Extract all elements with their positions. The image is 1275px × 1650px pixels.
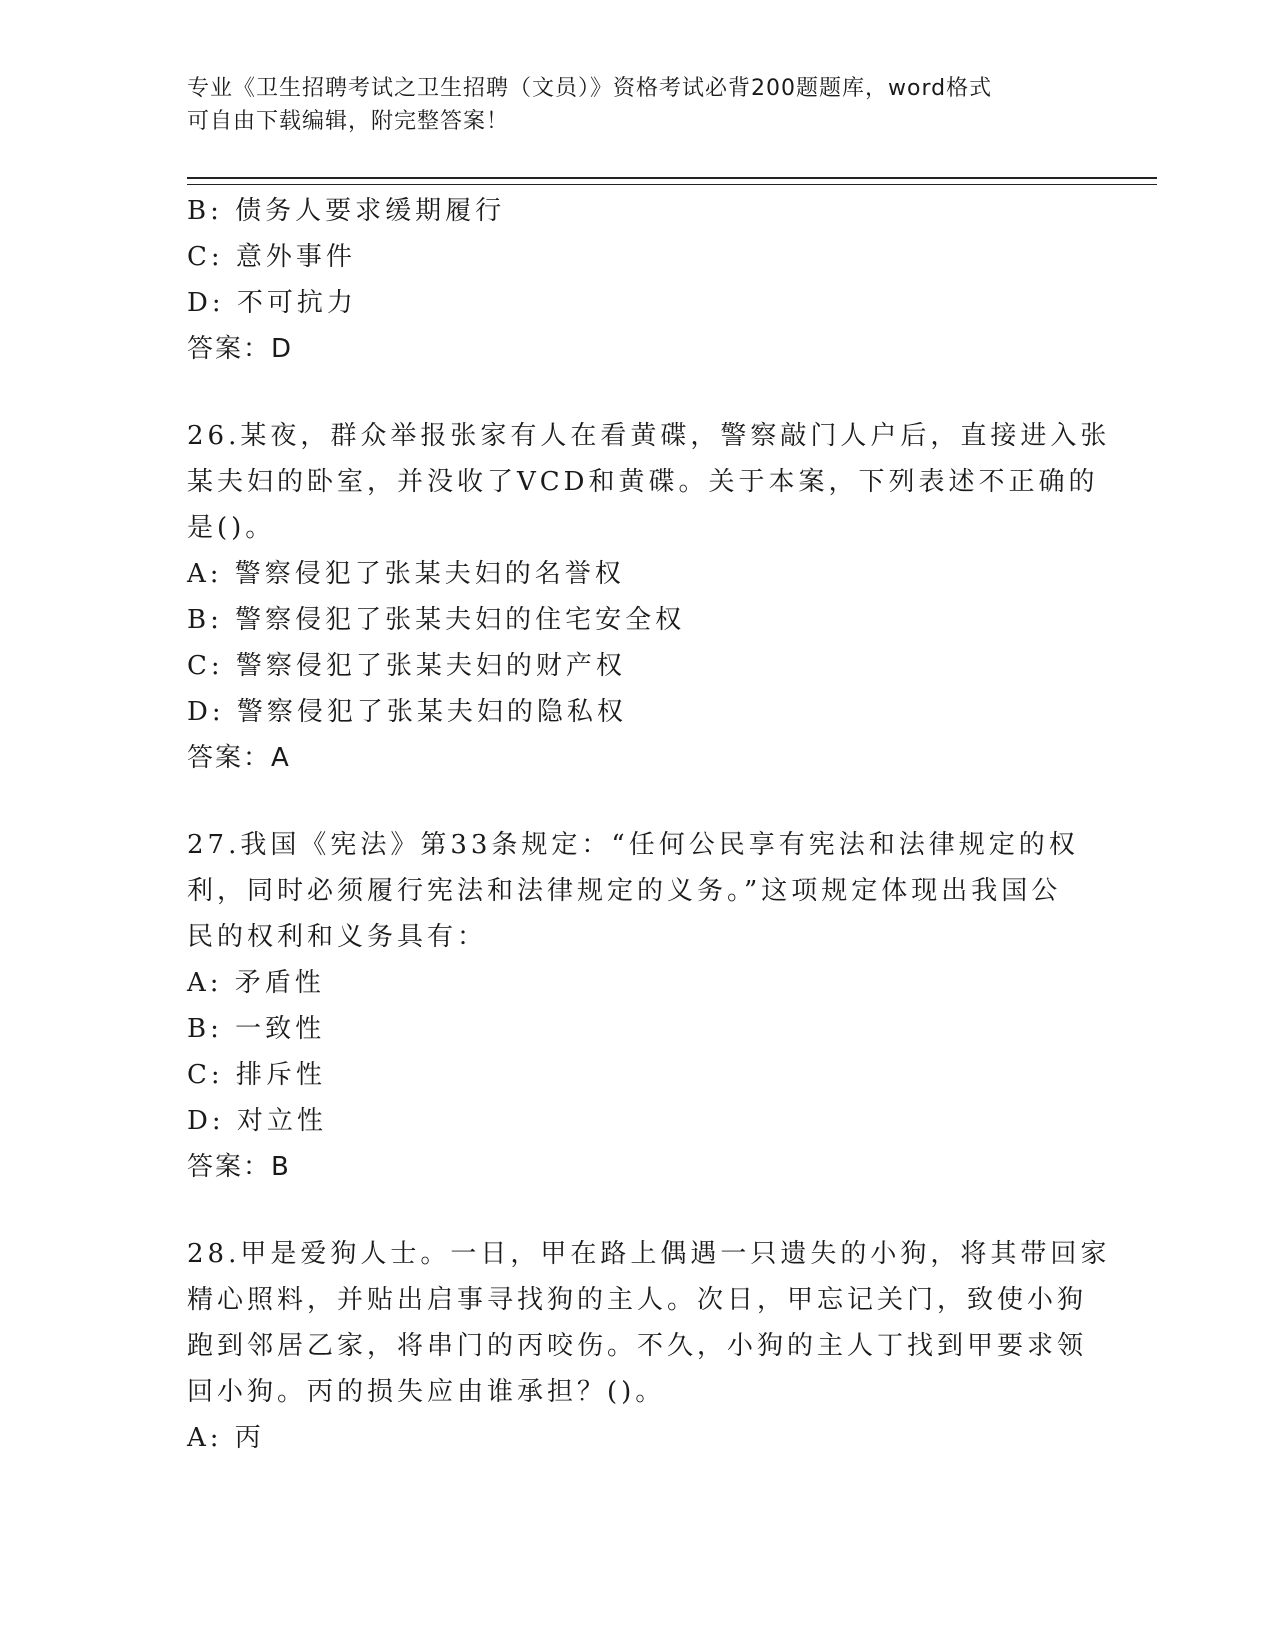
answer-line: 答案：A [187, 743, 291, 773]
option-c: C: 排斥性 [187, 1060, 326, 1090]
question-stem-line: 回小狗。丙的损失应由谁承担？()。 [187, 1377, 666, 1407]
answer-line: 答案：B [187, 1152, 291, 1182]
option-a: A: 警察侵犯了张某夫妇的名誉权 [187, 559, 625, 589]
question-28 [187, 1231, 1111, 1461]
option-a: A: 丙 [187, 1423, 265, 1453]
question-stem-line: 民的权利和义务具有： [187, 922, 488, 952]
question-stem-line: 26.某夜，群众举报张家有人在看黄碟，警察敲门人户后，直接进入张 [187, 421, 1111, 451]
question-25 [187, 188, 1087, 372]
question-stem-line: 27.我国《宪法》第33条规定：“任何公民享有宪法和法律规定的权 [187, 830, 1079, 860]
option-b: B: 警察侵犯了张某夫妇的住宅安全权 [187, 605, 686, 635]
header-title-line-1: 专业《卫生招聘考试之卫生招聘（文员）》资格考试必背200题题库，word格式 [187, 76, 993, 101]
question-stem-line: 精心照料，并贴出启事寻找狗的主人。次日，甲忘记关门，致使小狗 [187, 1285, 1088, 1315]
option-c: C: 意外事件 [187, 242, 356, 272]
option-c: C: 警察侵犯了张某夫妇的财产权 [187, 651, 626, 681]
option-b: B: 一致性 [187, 1014, 326, 1044]
question-stem-line: 28.甲是爱狗人士。一日，甲在路上偶遇一只遗失的小狗，将其带回家 [187, 1239, 1111, 1269]
option-a: A: 矛盾性 [187, 968, 325, 998]
option-d: D: 警察侵犯了张某夫妇的隐私权 [187, 697, 627, 727]
question-gap [187, 372, 1087, 413]
question-26 [187, 413, 1111, 781]
document-header [187, 72, 1087, 138]
question-gap [187, 781, 1087, 822]
question-gap [187, 1190, 1087, 1231]
question-stem-line: 是()。 [187, 513, 276, 543]
option-d: D: 不可抗力 [187, 288, 357, 318]
header-title-line-2: 可自由下载编辑，附完整答案！ [187, 109, 510, 134]
question-stem-line: 利，同时必须履行宪法和法律规定的义务。”这项规定体现出我国公 [187, 876, 1062, 906]
question-list [187, 188, 1111, 1461]
option-d: D: 对立性 [187, 1106, 327, 1136]
header-divider [187, 177, 1157, 185]
answer-line: 答案：D [187, 334, 294, 364]
question-stem-line: 跑到邻居乙家，将串门的丙咬伤。不久，小狗的主人丁找到甲要求领 [187, 1331, 1088, 1361]
option-b: B: 债务人要求缓期履行 [187, 196, 506, 226]
question-27 [187, 822, 1087, 1190]
question-stem-line: 某夫妇的卧室，并没收了VCD和黄碟。关于本案，下列表述不正确的 [187, 467, 1099, 497]
